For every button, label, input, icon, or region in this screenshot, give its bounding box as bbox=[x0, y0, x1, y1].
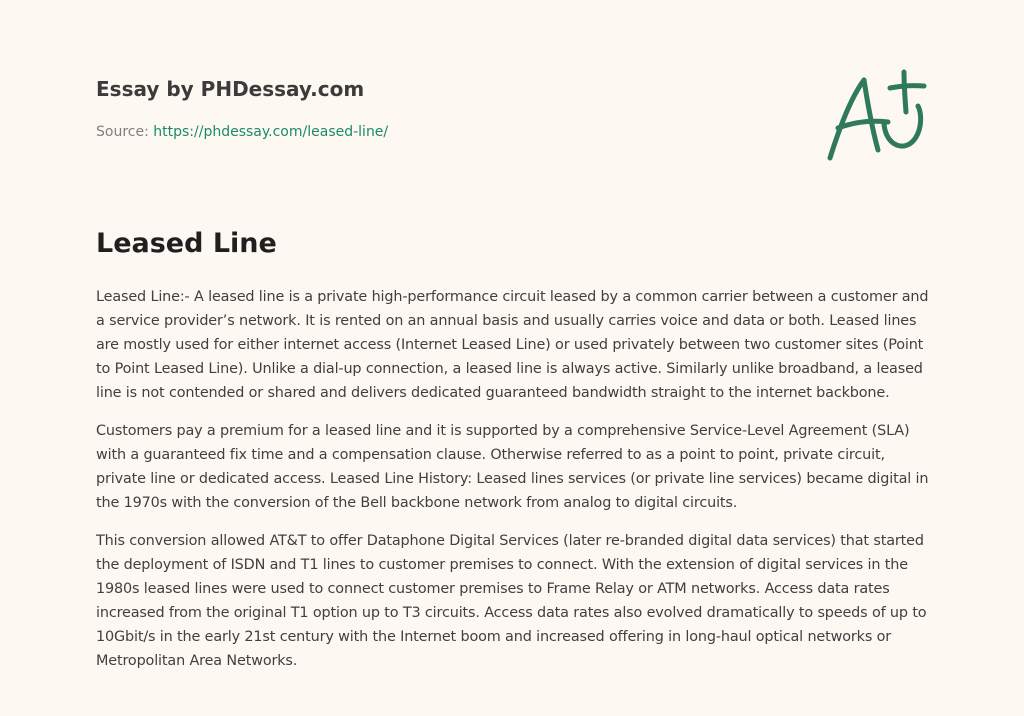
essay-paragraph: This conversion allowed AT&T to offer Dataphone Digital Services (later re-branded digital data services) that started the deployment of ISDN and T1 lines to customer premises to connect. With the extension of digital services in the 1980s leased lines were used to connect customer premises to Frame Relay or ATM networks. Access data rates increased from the original T1 option up to T3 circuits. Access data rates also evolved dramatically to speeds of up to 10Gbit/s in the early 21st century with the Internet boom and increased offering in long-haul optical networks or Metropolitan Area Networks. bbox=[96, 533, 927, 669]
source-line bbox=[96, 122, 796, 142]
source-label: Source: bbox=[96, 124, 149, 140]
page-header bbox=[96, 74, 796, 142]
source-link[interactable]: https://phdessay.com/leased-line/ bbox=[153, 124, 389, 140]
brand-title: Essay by PHDessay.com bbox=[96, 77, 365, 101]
essay-body bbox=[96, 285, 932, 687]
essay-title: Leased Line bbox=[96, 228, 277, 259]
essay-paragraph: Leased Line:- A leased line is a private high-performance circuit leased by a common carrier between a customer and a service provider’s network. It is rented on an annual basis and usually carries voice and data or both. Leased lines are mostly used for either internet access (Internet Leased Line) or used privately between two customer sites (Point to Point Leased Line). Unlike a dial-up connection, a leased line is always active. Similarly unlike broadband, a leased line is not contended or shared and delivers dedicated guaranteed bandwidth straight to the internet backbone. bbox=[96, 289, 929, 401]
essay-paragraph: Customers pay a premium for a leased line and it is supported by a comprehensive Service-Level Agreement (SLA) with a guaranteed fix time and a compensation clause. Otherwise referred to as a point to point, private circuit, private line or dedicated access. Leased Line History: Leased lines services (or private line services) became digital in the 1970s with the conversion of the Bell backbone network from analog to digital circuits. bbox=[96, 423, 929, 511]
a-plus-logo-icon bbox=[820, 66, 930, 166]
